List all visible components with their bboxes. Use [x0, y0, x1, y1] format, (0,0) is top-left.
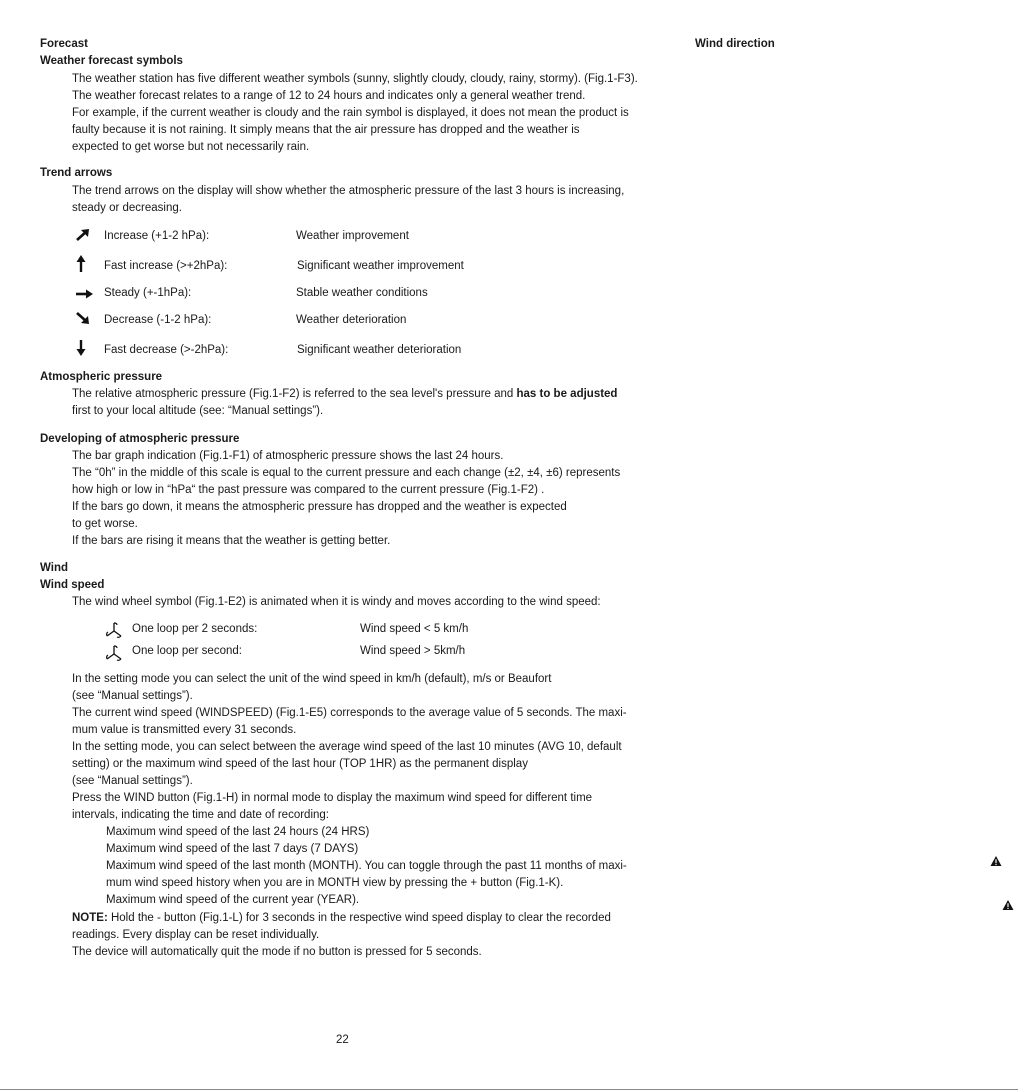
trend-row-label: Steady (+-1hPa): — [104, 287, 192, 299]
paragraph-line: The device will automatically quit the mode if no button is pressed for 5 seconds. — [72, 946, 482, 958]
paragraph-line: If the bars are rising it means that the weather is getting better. — [72, 535, 391, 547]
paragraph-line: For example, if the current weather is cloudy and the rain symbol is displayed, it does not mean the product is — [72, 107, 629, 119]
emphasis-text: has to be adjusted — [516, 388, 618, 400]
atmospheric-pressure-heading: Atmospheric pressure — [40, 371, 163, 383]
paragraph-line: Press the WIND button (Fig.1-H) in normal mode to display the maximum wind speed for different time — [72, 792, 593, 804]
paragraph-line: setting) or the maximum wind speed of the last hour (TOP 1HR) as the permanent display — [72, 758, 528, 770]
trend-row-desc: Significant weather improvement — [297, 260, 464, 272]
trend-row-desc: Significant weather deterioration — [297, 344, 462, 356]
paragraph-line: how high or low in “hPa“ the past pressure was compared to the current pressure (Fig.1-F2) . — [72, 484, 545, 496]
arrow-right-icon — [74, 286, 94, 302]
paragraph-line: If the bars go down, it means the atmospheric pressure has dropped and the weather is expected — [72, 501, 567, 513]
arrow-up-right-icon — [74, 227, 94, 243]
wind-heading: Wind — [40, 562, 68, 574]
trend-row-desc: Weather improvement — [296, 230, 409, 242]
list-item: Maximum wind speed of the last month (MONTH). You can toggle through the past 11 months of maxi- — [106, 860, 627, 872]
arrow-down-right-icon — [74, 310, 94, 326]
arrow-down-icon — [74, 339, 94, 355]
paragraph-line: (see “Manual settings”). — [72, 690, 193, 702]
paragraph-line: The trend arrows on the display will show whether the atmospheric pressure of the last 3 hours is increasing, — [72, 185, 625, 197]
note-line — [72, 910, 611, 927]
wind-row-desc: Wind speed < 5 km/h — [360, 623, 469, 635]
wind-wheel-icon — [104, 644, 124, 660]
paragraph-line: mum value is transmitted every 31 seconds. — [72, 724, 297, 736]
wind-speed-heading: Wind speed — [40, 579, 105, 591]
trend-row-label: Fast increase (>+2hPa): — [104, 260, 228, 272]
paragraph-line: intervals, indicating the time and date of recording: — [72, 809, 329, 821]
warning-icon — [990, 855, 1002, 867]
paragraph-line: readings. Every display can be reset individually. — [72, 929, 320, 941]
developing-pressure-heading: Developing of atmospheric pressure — [40, 433, 240, 445]
paragraph-line: The “0h” in the middle of this scale is equal to the current pressure and each change (±2, ±4, ±6) represents — [72, 467, 621, 479]
note-label: NOTE: — [72, 912, 108, 924]
wind-wheel-icon — [104, 621, 124, 637]
forecast-subheading: Weather forecast symbols — [40, 55, 183, 67]
forecast-heading: Forecast — [40, 38, 88, 50]
list-item: Maximum wind speed of the current year (YEAR). — [106, 894, 360, 906]
paragraph-line: to get worse. — [72, 518, 138, 530]
paragraph-line: (see “Manual settings”). — [72, 775, 193, 787]
wind-direction-heading: Wind direction — [695, 38, 775, 50]
list-item: Maximum wind speed of the last 7 days (7 DAYS) — [106, 843, 359, 855]
wind-row-label: One loop per second: — [132, 645, 242, 657]
paragraph-line: The current wind speed (WINDSPEED) (Fig.1-E5) corresponds to the average value of 5 seconds. The maxi- — [72, 707, 627, 719]
paragraph-text: The relative atmospheric pressure (Fig.1-F2) is referred to the sea level's pressure and — [72, 388, 517, 400]
paragraph-line: In the setting mode you can select the unit of the wind speed in km/h (default), m/s or Beaufort — [72, 673, 552, 685]
page-number: 22 — [336, 1034, 349, 1046]
trend-row-label: Decrease (-1-2 hPa): — [104, 314, 212, 326]
paragraph-line: The bar graph indication (Fig.1-F1) of atmospheric pressure shows the last 24 hours. — [72, 450, 504, 462]
trend-row-desc: Weather deterioration — [296, 314, 407, 326]
warning-icon — [1002, 899, 1014, 911]
paragraph-line: expected to get worse but not necessarily rain. — [72, 141, 310, 153]
page-bottom-rule — [0, 1089, 1018, 1090]
paragraph-line: The weather forecast relates to a range of 12 to 24 hours and indicates only a general weather trend. — [72, 90, 586, 102]
trend-arrows-heading: Trend arrows — [40, 167, 113, 179]
note-text: Hold the - button (Fig.1-L) for 3 seconds in the respective wind speed display to clear the recorded — [107, 912, 611, 924]
trend-row-desc: Stable weather conditions — [296, 287, 428, 299]
paragraph-line: The weather station has five different weather symbols (sunny, slightly cloudy, cloudy, rainy, stormy). (Fig.1-F3). — [72, 73, 638, 85]
paragraph-line: The wind wheel symbol (Fig.1-E2) is animated when it is windy and moves according to the wind speed: — [72, 596, 601, 608]
trend-row-label: Fast decrease (>-2hPa): — [104, 344, 229, 356]
list-item: Maximum wind speed of the last 24 hours (24 HRS) — [106, 826, 370, 838]
paragraph-line — [72, 386, 617, 403]
wind-row-desc: Wind speed > 5km/h — [360, 645, 466, 657]
trend-row-label: Increase (+1-2 hPa): — [104, 230, 210, 242]
arrow-up-icon — [74, 255, 94, 271]
paragraph-line: faulty because it is not raining. It simply means that the air pressure has dropped and the weather is — [72, 124, 580, 136]
wind-row-label: One loop per 2 seconds: — [132, 623, 258, 635]
list-item: mum wind speed history when you are in MONTH view by pressing the + button (Fig.1-K). — [106, 877, 564, 889]
paragraph-line: steady or decreasing. — [72, 202, 182, 214]
paragraph-line: first to your local altitude (see: “Manual settings”). — [72, 405, 324, 417]
paragraph-line: In the setting mode, you can select between the average wind speed of the last 10 minutes (AVG 10, default — [72, 741, 622, 753]
